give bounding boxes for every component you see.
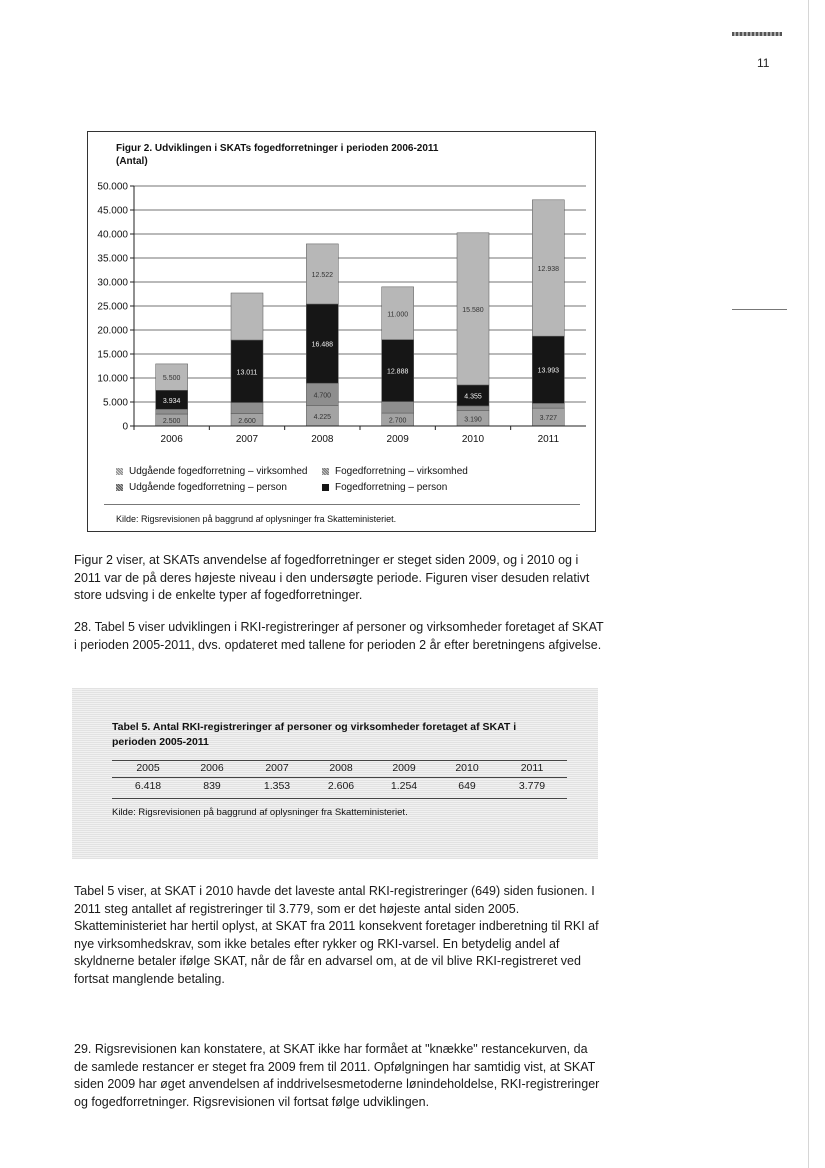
data-label: 2.700: [388, 417, 407, 425]
y-tick-label: 5.000: [102, 397, 128, 409]
header-mark: [732, 32, 782, 36]
table-value-cell: 1.254: [390, 780, 418, 792]
margin-mark: [732, 309, 787, 310]
table-top-rule: [112, 760, 567, 761]
x-tick-label: 2007: [235, 434, 259, 445]
table-header-rule: [112, 777, 567, 778]
bar-segment: [231, 402, 263, 413]
figure-title-line1: Figur 2. Udviklingen i SKATs fogedforretninger i perioden 2006-2011: [116, 143, 439, 154]
table-year-cell: 2011: [520, 762, 544, 774]
paragraph-table-5: Tabel 5 viser, at SKAT i 2010 havde det laveste antal RKI-registreringer (649) siden fusionen. I 2011 steg antallet af registreringer til 3.779, som er det højeste antal siden 2005. Skatteministeriet har hertil oplyst, at SKAT fra 2011 konsekvent foretager indberetning til RKI af nye virksomhedskrav, som ikke betales efter rykker og RKI-varsel. En betydelig andel af skyldnerne betaler ifølge SKAT, når de får en advarsel om, at de vil blive RKI-registreret ved fortsat manglende betaling.: [74, 884, 599, 986]
data-label: 12.888: [386, 368, 409, 376]
table-value-cell: 1.353: [263, 780, 291, 792]
y-tick-label: 45.000: [97, 205, 128, 217]
table-value-cell: 839: [203, 780, 221, 792]
figure-title-line2: (Antal): [116, 156, 148, 167]
legend-swatch: [116, 484, 123, 491]
legend-item-fogedforretning-virksomhed: [322, 466, 468, 477]
y-tick-label: 40.000: [97, 229, 128, 241]
stacked-bar-chart: [88, 132, 595, 462]
y-tick-label: 20.000: [97, 325, 128, 337]
legend-label: Fogedforretning – virksomhed: [335, 466, 468, 477]
data-label: 3.727: [539, 415, 558, 423]
x-tick-label: 2010: [461, 434, 485, 445]
legend-swatch: [116, 468, 123, 475]
y-tick-label: 25.000: [97, 301, 128, 313]
table-value-cell: 6.418: [134, 780, 162, 792]
data-label: 16.488: [311, 341, 334, 349]
table-year-cell: 2006: [200, 762, 224, 774]
data-label: 13.993: [537, 367, 560, 375]
bar-segment: [532, 403, 564, 408]
legend-swatch: [322, 484, 329, 491]
legend-item-fogedforretning-person: [322, 482, 447, 493]
y-tick-label: 35.000: [97, 253, 128, 265]
table-title-line1: Tabel 5. Antal RKI-registreringer af personer og virksomheder foretaget af SKAT i: [112, 721, 517, 733]
data-label: 4.355: [464, 393, 482, 401]
table-year-cell: 2005: [136, 762, 160, 774]
legend-label: Fogedforretning – person: [335, 482, 448, 493]
x-tick-label: 2006: [160, 434, 183, 445]
data-label: 4.225: [313, 413, 332, 421]
table-source: Kilde: Rigsrevisionen på baggrund af oplysninger fra Skatteministeriet.: [112, 807, 408, 818]
data-label: 4.700: [313, 392, 332, 400]
data-label: 3.190: [464, 416, 482, 424]
bar-segment: [382, 402, 414, 414]
data-label: 13.011: [236, 369, 258, 377]
y-tick-label: 30.000: [97, 277, 128, 289]
table-value-cell: 3.779: [518, 780, 546, 792]
grid-layer: [134, 186, 586, 402]
y-tick-label: 0: [122, 421, 128, 433]
page-number: 11: [757, 56, 770, 70]
bar-segment: [231, 293, 263, 340]
figure-2: [87, 131, 596, 532]
table-value-cell: 2.606: [327, 780, 355, 792]
table-5: [72, 688, 598, 859]
data-label: 15.580: [462, 306, 484, 314]
data-label: 12.522: [311, 271, 334, 279]
x-tick-label: 2008: [311, 434, 334, 445]
table-value-cell: 649: [458, 780, 476, 792]
bar-segment: [156, 409, 188, 414]
table-year-cell: 2010: [455, 762, 479, 774]
data-label: 12.938: [537, 265, 560, 273]
legend-label: Udgående fogedforretning – virksomhed: [129, 466, 308, 477]
data-label: 3.934: [162, 397, 181, 405]
y-tick-label: 15.000: [97, 349, 128, 361]
source-rule: [104, 504, 580, 505]
legend-item-udgaaende-person: [116, 482, 287, 493]
legend-swatch: [322, 468, 329, 475]
y-tick-label: 50.000: [97, 181, 128, 193]
table-title-line2: perioden 2005-2011: [112, 736, 209, 748]
table-year-cell: 2008: [329, 762, 353, 774]
paragraph-28: 28. Tabel 5 viser udviklingen i RKI-registreringer af personer og virksomheder foretaget af SKAT i perioden 2005-2011, dvs. opdateret med tallene for perioden 2 år efter beretningens afgivelse.: [74, 620, 604, 652]
x-tick-label: 2011: [537, 434, 560, 445]
legend-label: Udgående fogedforretning – person: [129, 482, 287, 493]
table-bottom-rule: [112, 798, 567, 799]
page-edge-rule: [808, 0, 809, 1168]
y-tick-label: 10.000: [97, 373, 128, 385]
table-year-cell: 2009: [392, 762, 416, 774]
bar-segment: [457, 406, 489, 411]
table-year-cell: 2007: [265, 762, 289, 774]
data-label: 2.500: [162, 418, 181, 425]
paragraph-29: 29. Rigsrevisionen kan konstatere, at SKAT ikke har formået at "knække" restancekurven, da de samlede restancer er steget fra 2009 frem til 2011. Opfølgningen har samtidig vist, at SKAT siden 2009 har øget anvendelsen af inddrivelsesmetoderne lønindeholdelse, RKI-registreringer og fogedforretninger. Rigsrevisionen vil fortsat følge udviklingen.: [74, 1042, 600, 1109]
paragraph-figure-2: Figur 2 viser, at SKATs anvendelse af fogedforretninger er steget siden 2009, og i 2010 og i 2011 var de på deres højeste niveau i den undersøgte periode. Figuren viser desuden relativt store udsving i de enkelte typer af fogedforretninger.: [74, 553, 590, 602]
table-title: [112, 720, 516, 750]
figure-source: Kilde: Rigsrevisionen på baggrund af oplysninger fra Skatteministeriet.: [116, 514, 397, 524]
data-label: 11.000: [387, 311, 409, 319]
x-tick-label: 2009: [386, 434, 409, 445]
legend-item-udgaaende-virksomhed: [116, 466, 307, 477]
data-label: 5.500: [162, 375, 181, 383]
data-label: 2.600: [238, 417, 256, 425]
